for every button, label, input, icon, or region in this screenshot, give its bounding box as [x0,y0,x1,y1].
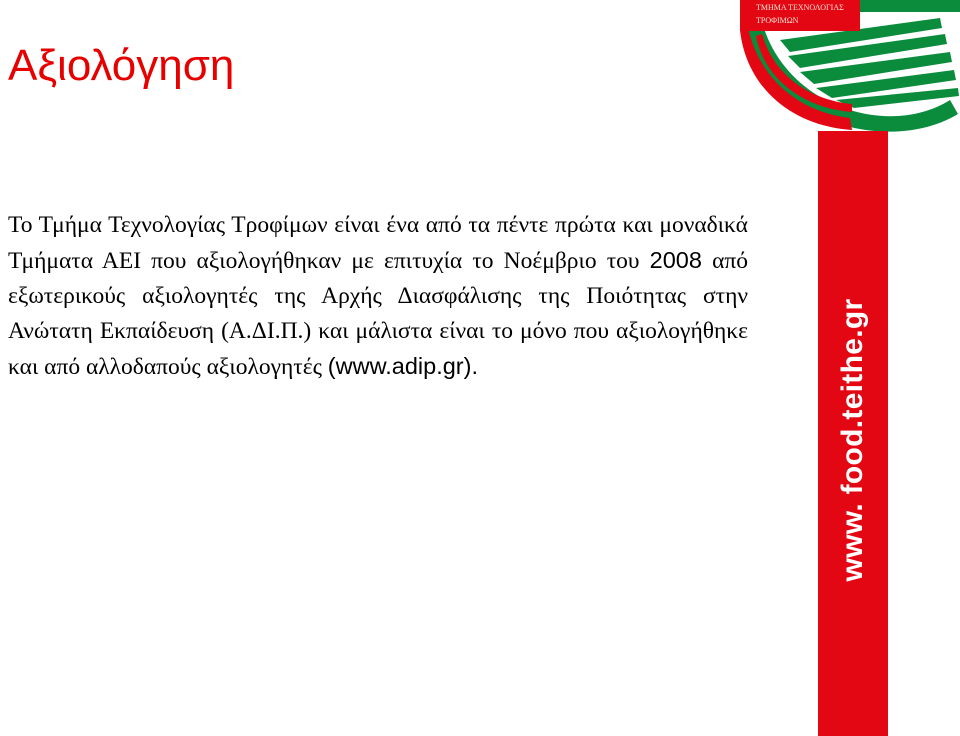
logo-line-2: ΤΡΟΦΙΜΩΝ [756,16,799,25]
body-text-part2: από εξωτερικούς αξιολογητές της Αρχής Διασφάλισης της Ποιότητας στην Ανώτατη Εκπαίδευση (Α.ΔΙ.Π.) και μάλιστα είναι το μόνο που αξιολογήθηκε και από αλλοδαπούς αξιολογητές [8,248,749,380]
body-text-part1: Το Τμήμα Τεχνολογίας Τροφίμων είναι ένα από τα πέντε πρώτα και μοναδικά Τμήματα ΑΕΙ που αξιολογήθηκαν με επιτυχία το Νοέμβριο του [8,212,748,274]
adip-link-text: (www.adip.gr). [327,353,478,379]
slide-title: Αξιολόγηση [8,41,235,90]
logo-label-tab [740,0,860,31]
website-url: www. food.teithe.gr [836,298,869,582]
logo-line-1: ΤΜΗΜΑ ΤΕΧΝΟΛΟΓΙΑΣ [756,3,844,12]
body-year: 2008 [649,247,702,273]
body-paragraph [8,208,748,385]
